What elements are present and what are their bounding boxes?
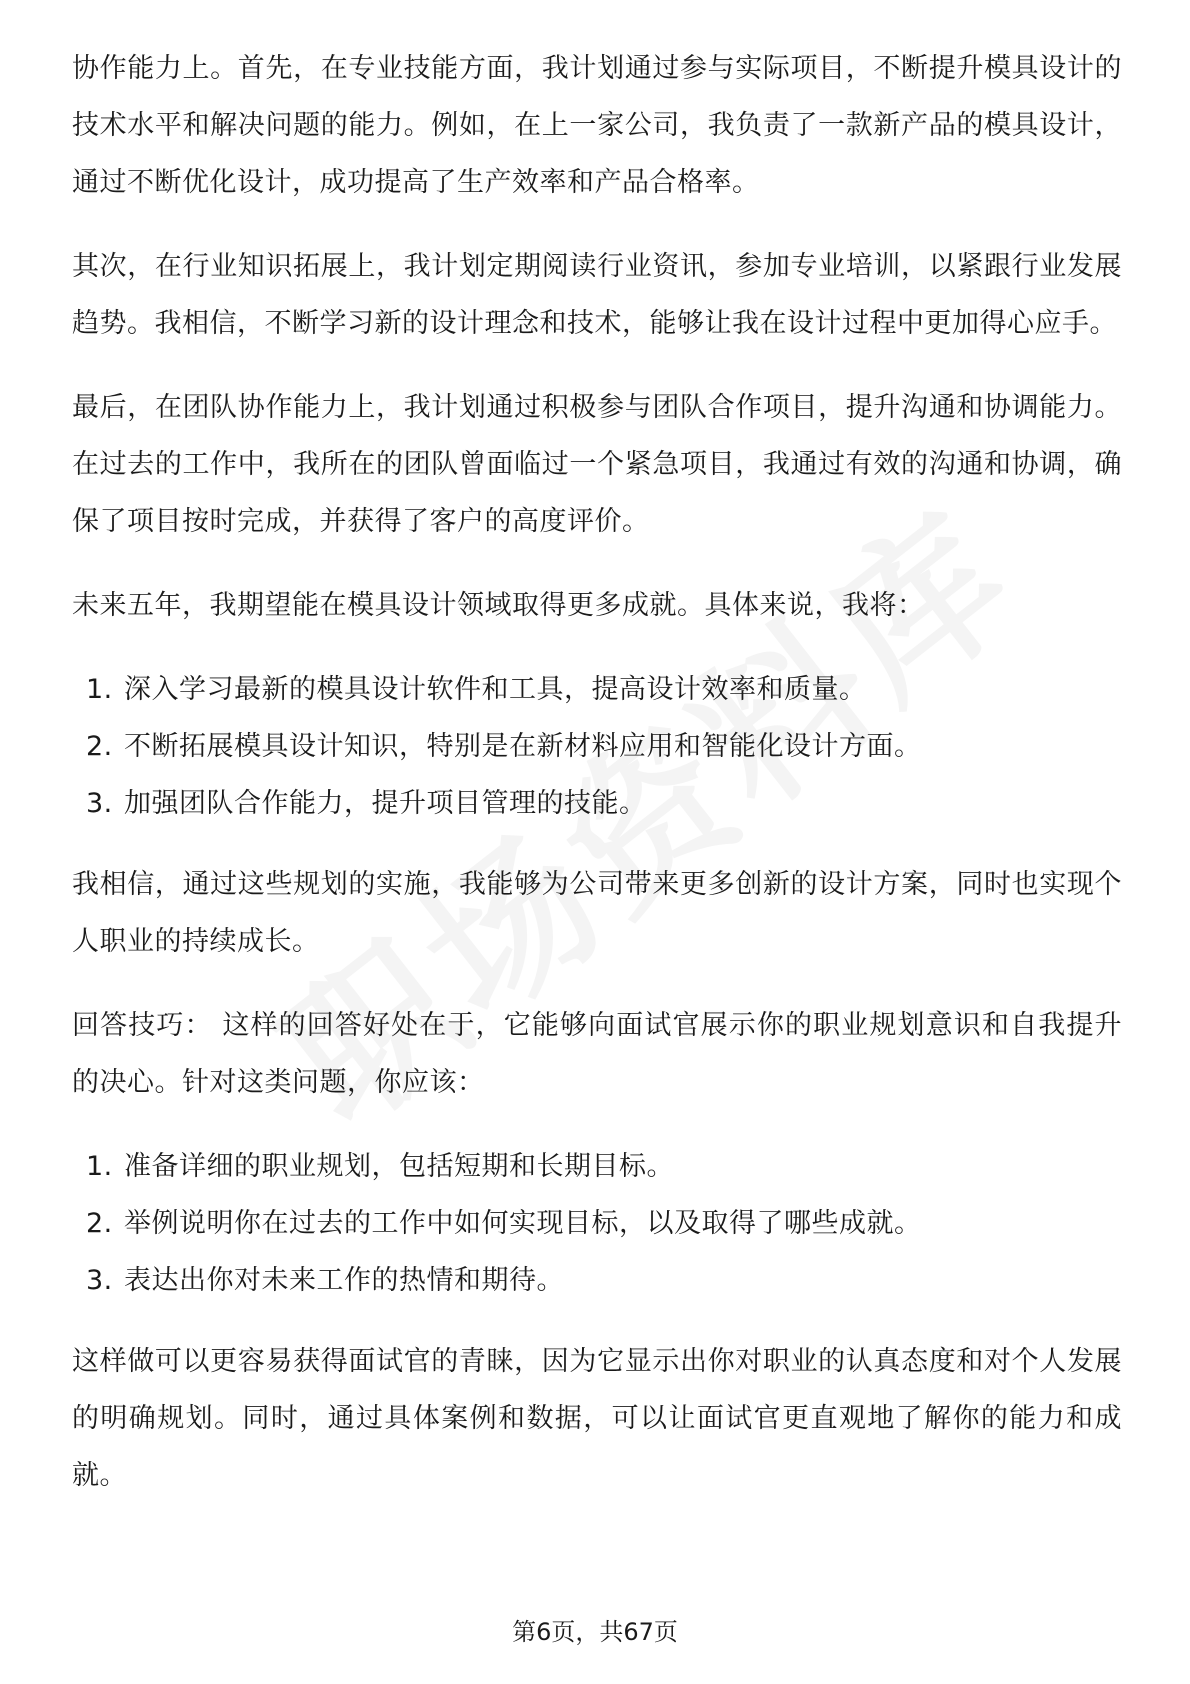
list-item bbox=[72, 1195, 1122, 1252]
list-number: 3. bbox=[86, 788, 113, 819]
list-text: 表达出你对未来工作的热情和期待。 bbox=[124, 1265, 564, 1296]
list-number: 1. bbox=[86, 674, 113, 705]
paragraph-4: 未来五年，我期望能在模具设计领域取得更多成就。具体来说，我将： bbox=[72, 590, 925, 621]
paragraph-1: 协作能力上。首先，在专业技能方面，我计划通过参与实际项目，不断提升模具设计的技术水平和解决问题的能力。例如，在上一家公司，我负责了一款新产品的模具设计，通过不断优化设计，成功提高了生产效率和产品合格率。 bbox=[72, 53, 1122, 198]
tips-list bbox=[72, 1138, 1122, 1309]
list-text: 深入学习最新的模具设计软件和工具，提高设计效率和质量。 bbox=[124, 674, 867, 705]
list-text: 不断拓展模具设计知识，特别是在新材料应用和智能化设计方面。 bbox=[124, 731, 922, 762]
list-number: 2. bbox=[86, 731, 113, 762]
document-page bbox=[72, 40, 1122, 1531]
list-item bbox=[72, 1252, 1122, 1309]
paragraph-6: 回答技巧： 这样的回答好处在于，它能够向面试官展示你的职业规划意识和自我提升的决心。针对这类问题，你应该： bbox=[72, 1010, 1122, 1098]
paragraph-7: 这样做可以更容易获得面试官的青睐，因为它显示出你对职业的认真态度和对个人发展的明确规划。同时，通过具体案例和数据，可以让面试官更直观地了解你的能力和成就。 bbox=[72, 1346, 1122, 1491]
paragraph-5: 我相信，通过这些规划的实施，我能够为公司带来更多创新的设计方案，同时也实现个人职业的持续成长。 bbox=[72, 869, 1122, 957]
list-number: 1. bbox=[86, 1151, 113, 1182]
page-footer: 第6页，共67页 bbox=[512, 1618, 678, 1646]
paragraph-2: 其次，在行业知识拓展上，我计划定期阅读行业资讯，参加专业培训，以紧跟行业发展趋势。我相信，不断学习新的设计理念和技术，能够让我在设计过程中更加得心应手。 bbox=[72, 251, 1122, 339]
plan-list bbox=[72, 661, 1122, 832]
list-text: 准备详细的职业规划，包括短期和长期目标。 bbox=[124, 1151, 674, 1182]
list-item bbox=[72, 718, 1122, 775]
list-text: 加强团队合作能力，提升项目管理的技能。 bbox=[124, 788, 647, 819]
list-item bbox=[72, 775, 1122, 832]
list-number: 2. bbox=[86, 1208, 113, 1239]
list-item bbox=[72, 661, 1122, 718]
list-number: 3. bbox=[86, 1265, 113, 1296]
paragraph-3: 最后，在团队协作能力上，我计划通过积极参与团队合作项目，提升沟通和协调能力。在过去的工作中，我所在的团队曾面临过一个紧急项目，我通过有效的沟通和协调，确保了项目按时完成，并获得了客户的高度评价。 bbox=[72, 392, 1122, 537]
list-text: 举例说明你在过去的工作中如何实现目标，以及取得了哪些成就。 bbox=[124, 1208, 922, 1239]
list-item bbox=[72, 1138, 1122, 1195]
